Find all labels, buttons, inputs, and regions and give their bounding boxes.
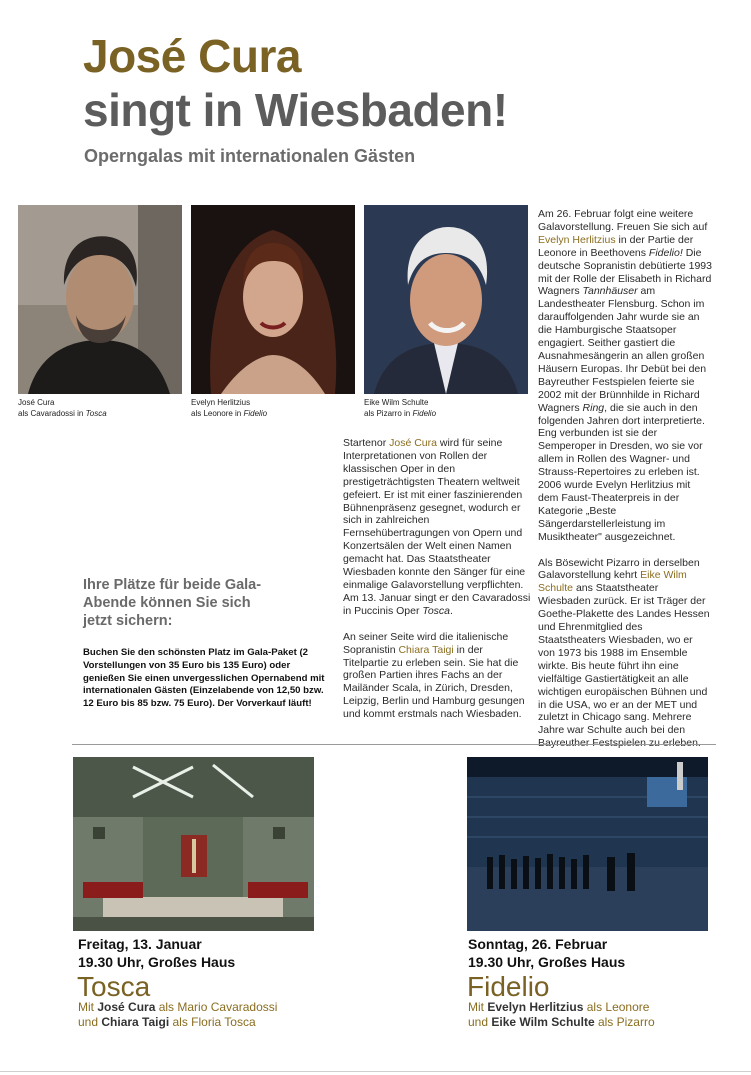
- event-cast-line1: Mit Evelyn Herlitzius als Leonore: [468, 1000, 650, 1014]
- fidelio-stage-photo: [467, 757, 708, 931]
- event-opera-title: Fidelio: [467, 971, 550, 1002]
- event-cast-line2: und Eike Wilm Schulte als Pizarro: [468, 1015, 655, 1029]
- tosca-stage-photo: [73, 757, 314, 931]
- singer-name: Chiara Taigi: [398, 643, 454, 656]
- article-column-middle: [343, 437, 531, 734]
- caption-name: Evelyn Herlitzius: [191, 398, 251, 407]
- event-time: 19.30 Uhr, Großes Haus: [78, 954, 236, 970]
- portrait-eike-wilm-schulte: [364, 205, 528, 394]
- portrait-caption-3: [364, 397, 528, 419]
- article-column-right: [538, 208, 712, 763]
- portrait-caption-1: [18, 397, 182, 419]
- caption-role: als Pizarro in Fidelio: [364, 409, 437, 418]
- article-paragraph: An seiner Seite wird die italienische Sopranistin Chiara Taigi in der Titelpartie zu erleben sein. Sie hat die großen Partien ihres Fachs an der Mailänder Scala, in Zürich, Dresden, Leipzig, Berlin und Hamburg gesungen und kommt erstmals nach Wiesbaden.: [343, 630, 525, 721]
- caption-role: als Leonore in Fidelio: [191, 409, 268, 418]
- article-paragraph: Als Bösewicht Pizarro in derselben Galavorstellung kehrt Eike Wilm Schulte ans Staatstheater Wiesbaden zurück. Er ist Träger der Goethe-Plakette des Landes Hessen und Ehrenmitglied des Staatstheaters Wiesbaden, wo er von 1973 bis 1988 im Ensemble wirkte. Bis heute führt ihn eine vielfältige Gastiertätigkeit an alle wichtigen europäischen Bühnen und in die USA, wo er an der MET und zuletzt in Chicago sang. Mehrere Jahre war Schulte auch bei den: [538, 556, 710, 737]
- caption-name: José Cura: [18, 398, 55, 407]
- tickets-heading: Ihre Plätze für beide Gala-Abende können Sie sich jetzt sichern:: [83, 577, 262, 629]
- singer-name: Eike Wilm Schulte: [538, 569, 687, 595]
- page-subtitle: Operngalas mit internationalen Gästen: [84, 146, 416, 166]
- tickets-body: Buchen Sie den schönsten Platz im Gala-Paket (2 Vorstellungen von 35 Euro bis 135 Euro) oder genießen Sie einen unvergesslichen Opernabend mit internationalen Gästen (Einzelabende von 12,50 bzw. 12 Euro bis 85 bzw. 75 Euro). Der Vorverkauf läuft!: [83, 647, 325, 710]
- article-paragraph: Am 26. Februar folgt eine weitere Galavorstellung. Freuen Sie sich auf Evelyn Herlitzius in der Partie der Leonore in Beethovens Fidelio! Die deutsche Sopranistin debütierte 1993 mit der Rolle der Elisabeth in Richard Wagners Tannhäuser am Landestheater Flensburg. Schon im darauffolgenden Jahr wurde sie an die Hamburgische Staatsoper engagiert. Seither gastiert die Ausnahmesängerin an allen großen Häusern Europas. Ihr Debüt bei den Bayreuther Festspielen feierte sie 2002 mit der Brünnhilde in Richard Wagners Ring, die sie auch in den folgenden Jahren dort interpretierte. Eng verbunden ist sie der Semperoper in Dresden, wo sie vor allem in Rollen des Wagner- und Strauss-Repertoires zu erleben ist. 2006 wurde Evelyn Herlitzius mit dem Faust-Theaterpreis in der Kategorie „Beste Sängerdarstellerleistung im Musiktheater" ausgezeichnet.: [538, 208, 712, 543]
- event-date: Sonntag, 26. Februar: [468, 936, 608, 952]
- portrait-jose-cura: [18, 205, 182, 394]
- event-cast-line1: Mit José Cura als Mario Cavaradossi: [78, 1000, 278, 1014]
- page-title-line2: singt in Wiesbaden!: [83, 84, 508, 136]
- singer-name: José Cura: [389, 437, 437, 449]
- event-opera-title: Tosca: [77, 971, 151, 1002]
- portrait-caption-2: [191, 397, 355, 419]
- caption-name: Eike Wilm Schulte: [364, 398, 429, 407]
- event-date: Freitag, 13. Januar: [78, 936, 202, 952]
- article-paragraph: Startenor José Cura wird für seine Interpretationen von Rollen der klassischen Oper in den prestigeträchtigsten Theatern weltweit gefeiert. Er ist mit einer faszinierenden Bühnenpräsenz gesegnet, wodurch er sich in zahlreichen Fernsehübertragungen von Opern und Konzertsälen der Welt einen Namen gemacht hat. Das Staatstheater Wiesbaden konnte den Sänger für eine einmalige Galavorstellung verpflichten. Am 13. Januar singt er den Cavaradossi in Puccinis Oper Tosca.: [343, 437, 531, 617]
- page-title-line1: José Cura: [83, 30, 301, 82]
- portrait-evelyn-herlitzius: [191, 205, 355, 394]
- singer-name: Evelyn Herlitzius: [538, 233, 616, 246]
- event-cast-line2: und Chiara Taigi als Floria Tosca: [78, 1015, 256, 1029]
- page-bottom-rule: [0, 1071, 751, 1072]
- event-time: 19.30 Uhr, Großes Haus: [468, 954, 626, 970]
- section-divider: [72, 744, 716, 745]
- caption-role: als Cavaradossi in Tosca: [18, 409, 107, 418]
